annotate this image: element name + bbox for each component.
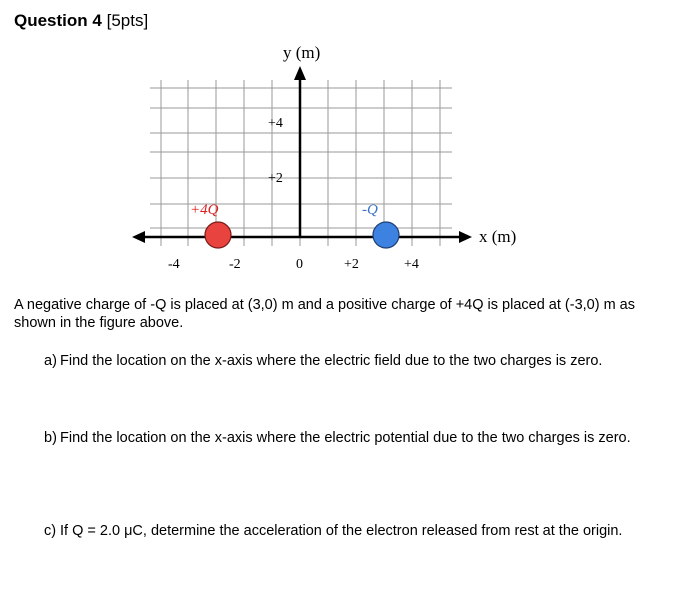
y-tick-label: +2 bbox=[268, 171, 283, 186]
y-axis-arrow bbox=[294, 66, 306, 80]
x-tick-label: -2 bbox=[229, 257, 241, 272]
question-points: [5pts] bbox=[106, 11, 149, 30]
part-a bbox=[44, 352, 664, 370]
positive-charge-label: +4Q bbox=[190, 202, 219, 218]
part-b-text: Find the location on the x-axis where the electric potential due to the two charges is zero. bbox=[60, 430, 631, 446]
part-c-text: If Q = 2.0 μC, determine the acceleration of the electron released from rest at the origin. bbox=[60, 523, 623, 539]
x-axis-label: x (m) bbox=[479, 227, 517, 246]
x-tick-label: +2 bbox=[344, 257, 359, 272]
part-c-label: c) bbox=[44, 523, 57, 539]
x-tick-label: +4 bbox=[404, 257, 419, 272]
x-axis-right-arrow bbox=[459, 231, 472, 243]
negative-charge-q bbox=[373, 222, 399, 248]
question-intro: A negative charge of -Q is placed at (3,0) m and a positive charge of +4Q is placed at (-3,0) m as shown in the figure above. bbox=[14, 297, 636, 331]
question-number: Question 4 bbox=[14, 11, 102, 30]
y-axis-label: y (m) bbox=[283, 43, 321, 62]
x-tick-label: 0 bbox=[296, 257, 303, 272]
coordinate-figure bbox=[0, 0, 700, 290]
negative-charge-label: -Q bbox=[362, 202, 378, 218]
positive-charge-4q bbox=[205, 222, 231, 248]
part-a-label: a) bbox=[44, 353, 57, 369]
y-tick-label: +4 bbox=[268, 116, 283, 131]
x-tick-label: -4 bbox=[168, 257, 180, 272]
part-b-label: b) bbox=[44, 430, 57, 446]
part-c bbox=[44, 522, 664, 540]
part-b bbox=[44, 429, 664, 447]
part-a-text: Find the location on the x-axis where the electric field due to the two charges is zero. bbox=[60, 353, 603, 369]
x-axis-left-arrow bbox=[132, 231, 145, 243]
